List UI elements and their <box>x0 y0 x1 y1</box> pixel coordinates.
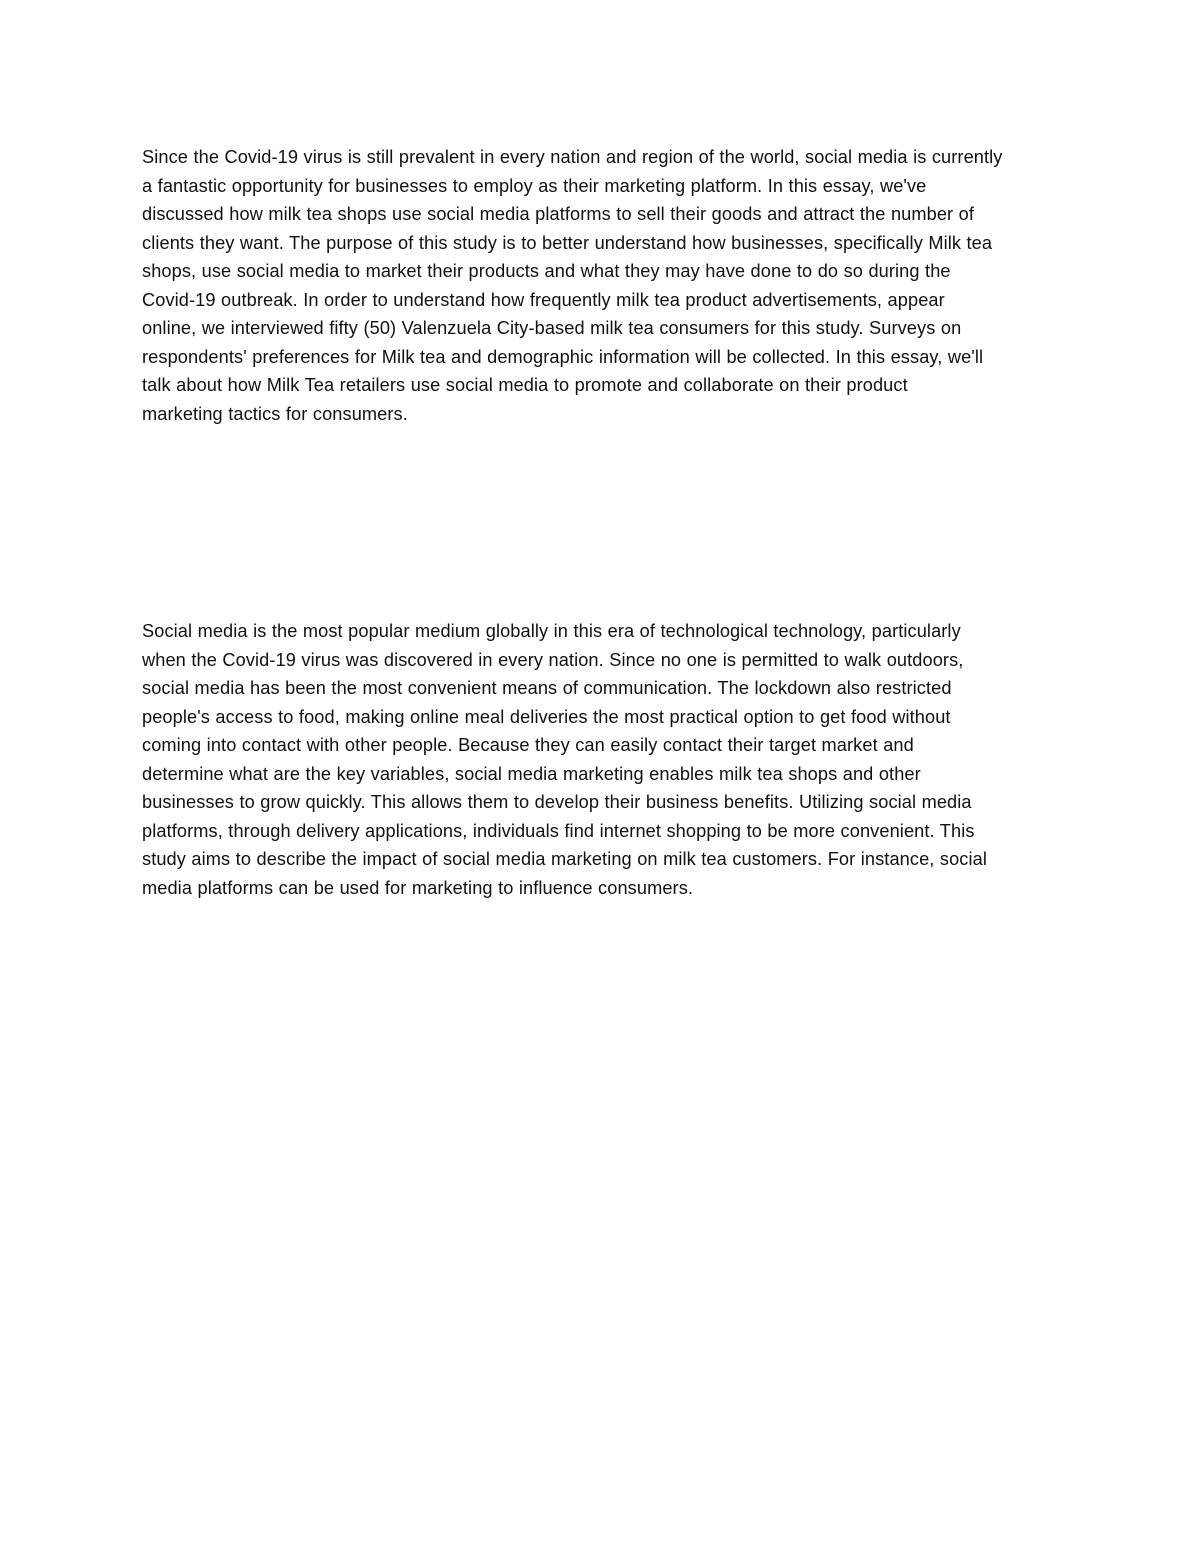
paragraph-covid-social-media-marketing <box>142 143 1072 428</box>
paragraph-line: Covid-19 outbreak. In order to understand how frequently milk tea product advertisements, appear <box>142 289 945 310</box>
paragraph-line: discussed how milk tea shops use social media platforms to sell their goods and attract the number of <box>142 204 975 224</box>
paragraph-line: coming into contact with other people. Because they can easily contact their target market and <box>142 735 914 755</box>
paragraph-line: platforms, through delivery applications, individuals find internet shopping to be more convenient. This <box>142 820 975 841</box>
paragraph-line: online, we interviewed fifty (50) Valenzuela City-based milk tea consumers for this study. Surveys on <box>142 318 962 338</box>
paragraph-line: marketing tactics for consumers. <box>142 403 408 424</box>
paragraph-social-media-popularity <box>142 617 1072 902</box>
paragraph-line: respondents' preferences for Milk tea and demographic information will be collected. In this essay, we'll <box>142 346 984 367</box>
paragraph-line: media platforms can be used for marketing to influence consumers. <box>142 877 694 898</box>
paragraph-line: Since the Covid-19 virus is still prevalent in every nation and region of the world, social media is currently <box>142 147 1003 167</box>
paragraph-line: people's access to food, making online meal deliveries the most practical option to get food without <box>142 706 951 727</box>
paragraph-line: shops, use social media to market their products and what they may have done to do so during the <box>142 261 951 281</box>
paragraph-line: determine what are the key variables, social media marketing enables milk tea shops and other <box>142 763 921 784</box>
paragraph-line: talk about how Milk Tea retailers use social media to promote and collaborate on their product <box>142 375 908 395</box>
paragraph-line: clients they want. The purpose of this study is to better understand how businesses, specifically Milk tea <box>142 232 993 253</box>
paragraph-line: a fantastic opportunity for businesses to employ as their marketing platform. In this essay, we've <box>142 175 927 196</box>
paragraph-line: study aims to describe the impact of social media marketing on milk tea customers. For instance, social <box>142 849 987 869</box>
paragraph-line: social media has been the most convenient means of communication. The lockdown also restricted <box>142 678 952 698</box>
paragraph-line: when the Covid-19 virus was discovered in every nation. Since no one is permitted to walk outdoors, <box>142 649 964 670</box>
paragraph-line: businesses to grow quickly. This allows them to develop their business benefits. Utilizing social media <box>142 792 972 812</box>
paragraph-line: Social media is the most popular medium globally in this era of technological technology, particularly <box>142 621 961 641</box>
